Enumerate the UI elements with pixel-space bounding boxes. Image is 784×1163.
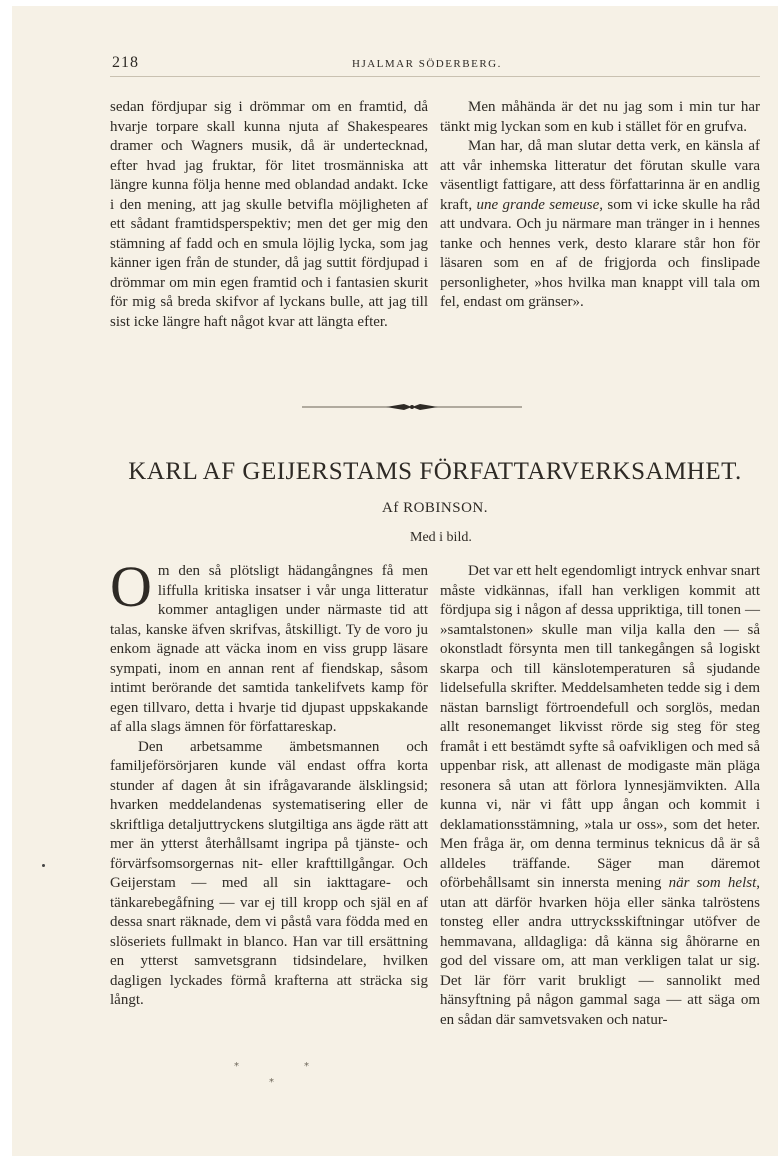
running-head: HJALMAR SÖDERBERG. [352, 58, 502, 70]
page-number: 218 [112, 54, 139, 71]
italic-phrase: när som helst [668, 875, 757, 891]
byline [110, 500, 760, 517]
upper-left-column [110, 98, 428, 332]
paragraph: Den arbetsamme ämbetsmannen och familjeförsörjaren kunde väl endast offra korta stunder af dagen åt sin ifrågavarande älsklingsid; hvarken meddelandenas systematisering eller de skriftliga detaljuttryckens slutgiltiga ans ägde rätt att mer än ytterst återhållsamt ingripa på tjänste- och förvärfsomsorgernas nit- eller krafttillgångar. Och Geijerstam — med all sin iakttagare- och tänkarebegåfning — var ej till kropp och själ en af dessa snart räknade, dem vi påstå vara födda med en slöseriets fullmakt in blanco. Han var till ersättning en ytterst samvetsgrann tidsindelare, hvilken dagligen lyckades förmå krafterna att sträcka sig långt. [110, 738, 428, 1008]
byline-prefix: Af [381, 500, 399, 516]
svg-text:*: * [234, 1061, 239, 1072]
article-title: KARL AF GEIJERSTAMS FÖRFATTARVERKSAMHET. [128, 458, 742, 485]
section-divider-ornament [302, 400, 522, 414]
paragraph: sedan fördjupar sig i drömmar om en framtid, då hvarje torpare skall kunna njuta af Shakespeares dramer och Wagners musik, då är undertecknad, efter hvad jag fruktar, för litet trosmänniska att längre kunna följa henne med oblandad andakt. Icke i den mening, att jag skulle betvifla möjligheten af ett sådant framtidsperspektiv; men det ger mig den stämning af fadd och en smula löjlig lycka, som jag känner igen från de stunder, då jag suttit fördjupad i drömmar om min egen framtid och i fantasien skurit för mig så breda skifvor af lyckans bulle, att jag till sist icke längre haft något kvar att längta efter. [110, 99, 428, 330]
header-rule [110, 76, 760, 77]
page-header [12, 54, 778, 74]
lower-right-column [440, 562, 760, 1030]
byline-author: ROBINSON. [403, 500, 488, 516]
upper-right-column [440, 98, 760, 313]
text-span: m den så plötsligt hädangångnes få men liffulla kritiska insatser i vår unga litteratur kommer antagligen under närmaste tid att talas, kanske äfven skrifvas, åtskilligt. Ty de voro ju enkom ägnade att väcka inom en viss grupp läsare sympati, inom en annan rent af fiendskap, såsom intimt berörande det samtida tankelifvets kamp för egen tillvaro, detta i hvarje tid djupast uppskakande af alla slags ämnen för författareskap. [110, 563, 428, 735]
paragraph [440, 562, 760, 1030]
illustration-note: Med i bild. [410, 530, 472, 545]
text-span: , som vi icke skulle ha råd att undvara. Och ju närmare man tränger in i hennes tanke och hennes verk, desto klarare står hon för läsaren som en af de frigjorda och finslipade personligheter, »hos hvilka man knappt vill tala om fel, endast om gränser». [440, 196, 760, 310]
paragraph: Men måhända är det nu jag som i min tur har tänkt mig lyckan som en kub i stället för en grufva. [440, 99, 760, 135]
book-page [12, 6, 778, 1156]
text-span: , utan att därför hvarken höja eller sänka talröstens tonsteg eller andra uttrycksskiftningar utöfver de hemmavana, alldagliga: då känna sig åhörarne en god del vissare om, att man verkligen talat ur sig. Det lär förr varit brukligt — sannolikt med hänsyftning på någon gammal saga — att säga om en sådan där samvetsvaken och natur- [440, 875, 760, 1028]
asterism [230, 1059, 320, 1099]
lower-left-column [110, 554, 428, 1011]
text-span: Man har, då man slutar detta verk, en känsla af att vår inhemska litteratur det förutan skulle vara väsentligt fattigare, att dess författarinna är en andlig kraft, [440, 138, 760, 213]
svg-text:*: * [304, 1061, 309, 1072]
drop-cap: O [110, 554, 152, 619]
svg-text:*: * [269, 1077, 274, 1088]
paragraph [110, 554, 428, 738]
paragraph [440, 137, 760, 313]
italic-phrase: une grande semeuse [476, 196, 600, 213]
margin-dot [42, 864, 45, 867]
text-span: Det var ett helt egendomligt intryck enhvar snart måste vidkännas, ifall han verkligen kommit att fördjupa sig i någon af dessa uppriktiga, till tonen — »samtalstonen» skulle man vilja kalla den — så okonstladt försynta men till tankegången så logiskt skarpa och till känslotemperaturen så sjudande lidelsefulla skrifter. Meddelsamheten tedde sig i dem nästan barnsligt förtroendefull och sorglös, medan allt resonemanget likvisst rörde sig steg för steg framåt i ett bestämdt syfte så oafvikligen och med så uppenbar risk, att allenast de modigaste män pläga resonera så utan att förlora lynnesjämvikten. Alla kunna vi, när vi fått upp ångan och kommit i deklamationsstämning, »tala ur oss», som det heter. Men fråga är, om denna terminus teknicus då är så alldeles träffande. Säger man däremot oförbehållsamt sin innersta mening [440, 563, 760, 891]
